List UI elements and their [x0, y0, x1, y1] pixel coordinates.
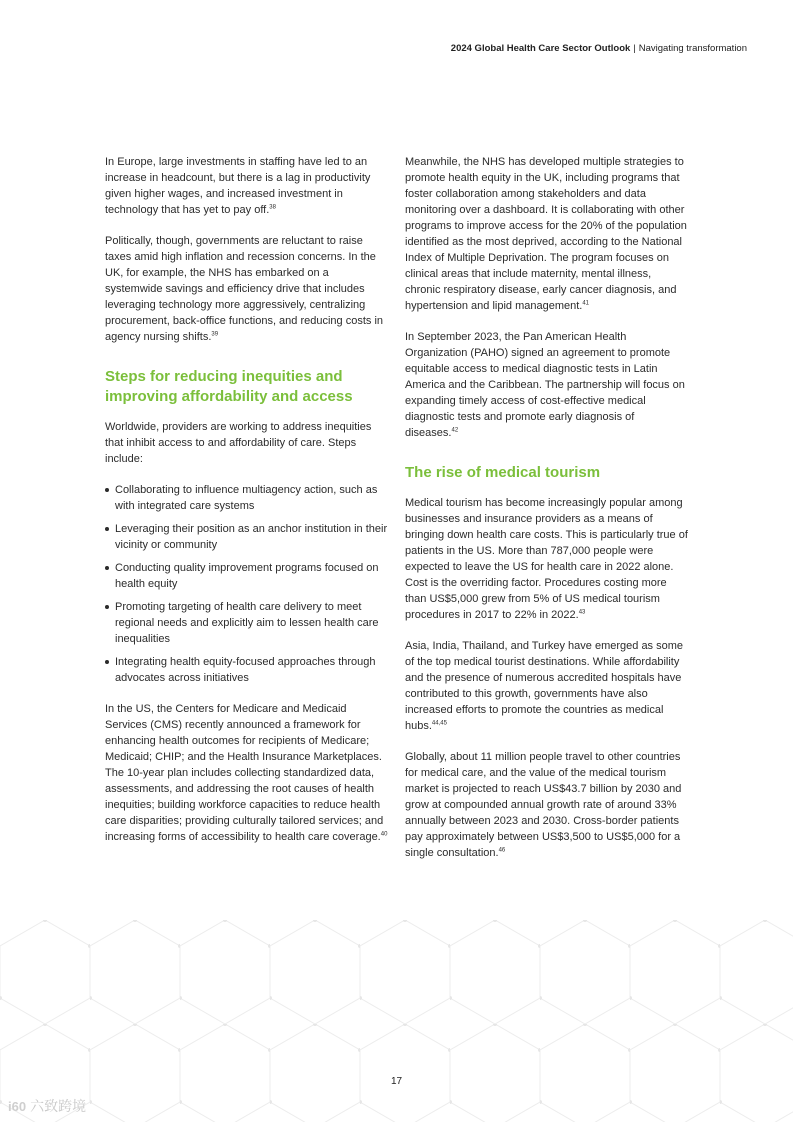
steps-list [105, 482, 389, 686]
paragraph: Meanwhile, the NHS has developed multiple strategies to promote health equity in the UK, including programs that foster collaboration among stakeholders and data monitoring over a dashboard. It is collaborating with other programs to improve access for the 20% of the population identified as the most deprived, according to the National Index of Multiple Deprivation. The program focuses on clinical areas that include maternity, mental illness, chronic respiratory disease, early cancer diagnosis, and hypertension and lipid management.$^{41}$ [405, 156, 687, 312]
footnote-ref: 46 [498, 847, 506, 854]
footnote-ref: 39 [211, 331, 219, 338]
paragraph: In September 2023, the Pan American Health Organization (PAHO) signed an agreement to promote equitable access to medical diagnostic tests in Latin America and the Caribbean. The partnership will focus on expanding timely access of cost-effective medical diagnostic tests and promote early diagnosis of diseases.$^{42}$ [405, 331, 685, 439]
footnote-ref: 38 [269, 204, 276, 211]
footnote-ref: 40 [380, 831, 388, 838]
footnote-ref: 42 [451, 427, 459, 434]
running-header [451, 43, 747, 54]
header-separator: | [633, 43, 636, 54]
list-item: Integrating health equity-focused approaches through advocates across initiatives [105, 654, 389, 686]
paragraph: Asia, India, Thailand, and Turkey have emerged as some of the top medical tourist destinations. While affordability and the presence of numerous accredited hospitals have contributed to this growth, governments have also increased efforts to promote the countries as medical hubs.$^{44,45}$ [405, 640, 684, 732]
footnote-ref: 43 [578, 609, 586, 616]
page-number: 17 [390, 1076, 403, 1087]
paragraph: In the US, the Centers for Medicare and Medicaid Services (CMS) recently announced a framework for enhancing health outcomes for recipients of Medicare; Medicaid; CHIP; and the Health Insurance Marketplaces. The 10-year plan includes collecting standardized data, assessments, and addressing the root causes of health inequities; building workforce capacities to reduce health care disparities; providing culturally tailored services; and increasing forms of accessibility to health care coverage.$^{40}$ [105, 703, 388, 843]
list-item: Collaborating to influence multiagency action, such as with integrated care systems [105, 482, 389, 514]
header-subtitle: Navigating transformation [638, 43, 747, 54]
right-column [405, 154, 689, 876]
paragraph: Medical tourism has become increasingly popular among businesses and insurance providers as a means of bringing down health care costs. This is particularly true of patients in the US. More than 787,000 people were expected to leave the US for health care in 2022 alone. Cost is the overriding factor. Procedures costing more than US$5,000 grew from 5% of US medical tourism procedures in 2017 to 22% in 2022.43 [405, 497, 688, 621]
header-title: 2024 Global Health Care Sector Outlook [450, 43, 631, 54]
paragraph: In Europe, large investments in staffing have led to an increase in headcount, but there is a lag in productivity given higher wages, and increased investment in technology that has yet to pay off.$^{38}$ [105, 156, 371, 216]
footnote-ref: 44,45 [431, 720, 447, 727]
section-heading: The rise of medical tourism [405, 464, 601, 481]
watermark-text: 六致跨境 [30, 1098, 87, 1114]
paragraph: Worldwide, providers are working to address inequities that inhibit access to and affordability of care. Steps include: [105, 421, 372, 465]
left-column [105, 154, 389, 860]
list-item: Promoting targeting of health care delivery to meet regional needs and explicitly aim to lessen health care inequalities [105, 599, 389, 647]
paragraph: Politically, though, governments are reluctant to raise taxes amid high inflation and recession concerns. In the UK, for example, the NHS has embarked on a systemwide savings and efficiency drive that includes leveraging technology more aggressively, centralizing procurement, back-office functions, and reducing costs in agency nursing shifts.$^{39}$ [105, 235, 384, 343]
footnote-ref: 41 [582, 300, 590, 307]
watermark-logo: i60 [8, 1098, 27, 1114]
hexagon-pattern-background [0, 920, 793, 1122]
watermark [8, 1096, 86, 1116]
paragraph: Globally, about 11 million people travel to other countries for medical care, and the value of the medical tourism market is projected to reach US$43.7 billion by 2030 and grow at compounded annual growth rate of around 33% annually between 2023 and 2030. Cross-border patients pay approximately between US$3,500 to US$5,000 for a single consultation.$^{46}$ [405, 751, 682, 859]
section-heading: Steps for reducing inequities and improving affordability and access [105, 368, 353, 405]
list-item: Conducting quality improvement programs focused on health equity [105, 560, 389, 592]
list-item: Leveraging their position as an anchor institution in their vicinity or community [105, 521, 389, 553]
